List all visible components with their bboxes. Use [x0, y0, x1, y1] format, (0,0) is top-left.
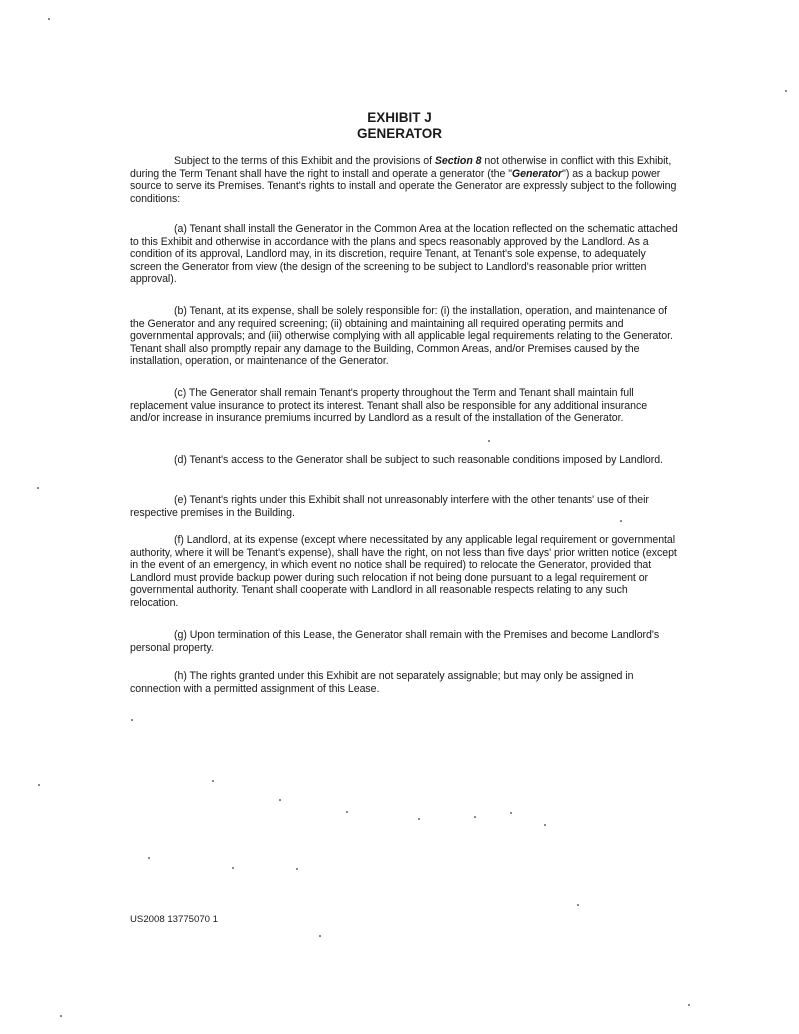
intro-section-ref: Section 8	[434, 155, 482, 167]
condition-text: (g) Upon termination of this Lease, the Generator shall remain with the Premises and become Landlord's personal property.	[130, 629, 660, 654]
exhibit-subtitle: GENERATOR	[356, 126, 442, 141]
condition-h	[130, 670, 678, 695]
scan-speck	[148, 857, 150, 859]
condition-e	[130, 494, 678, 519]
condition-b	[130, 305, 678, 368]
condition-text: (e) Tenant's rights under this Exhibit shall not unreasonably interfere with the other tenants' use of their respective premises in the Building.	[130, 494, 649, 519]
scan-speck	[577, 904, 579, 906]
scan-speck	[785, 90, 787, 92]
scan-speck	[544, 824, 546, 826]
intro-paragraph	[130, 155, 678, 205]
scan-speck	[488, 440, 490, 442]
intro-defined-term: Generator	[511, 167, 563, 180]
scan-speck	[38, 784, 40, 786]
scan-speck	[296, 868, 298, 870]
exhibit-title: EXHIBIT J	[367, 110, 432, 125]
scan-speck	[37, 487, 39, 489]
scan-speck	[418, 818, 420, 820]
condition-c	[130, 387, 678, 425]
scan-speck	[48, 18, 50, 20]
intro-post: ") as a backup power source to serve its Premises. Tenant's rights to install and operate the Generator are expressly subject to the following conditions:	[130, 167, 677, 205]
scan-speck	[279, 799, 281, 801]
intro-pre: Subject to the terms of this Exhibit and the provisions of	[174, 155, 435, 167]
scan-speck	[60, 1015, 62, 1017]
scan-speck	[319, 935, 321, 937]
condition-text: (a) Tenant shall install the Generator in the Common Area at the location reflected on the schematic attached to this Exhibit and otherwise in accordance with the plans and specs reasonably approved by the Landlord. As a condition of its approval, Landlord may, in its discretion, require Tenant, at Tenant's sole expense, to adequately screen the Generator from view (the design of the screening to be subject to Landlord's reasonable prior written approval).	[130, 223, 678, 286]
condition-d	[130, 454, 678, 467]
document-footer-id: US2008 13775070 1	[130, 914, 219, 925]
condition-a	[130, 223, 678, 286]
condition-text: (h) The rights granted under this Exhibit are not separately assignable; but may only be assigned in connection with a permitted assignment of this Lease.	[130, 670, 634, 695]
scan-speck	[688, 1004, 690, 1006]
scan-speck	[474, 816, 476, 818]
intro-mid: not otherwise in conflict with this Exhibit, during the Term Tenant shall have the right to install and operate a generator (the "	[130, 155, 672, 180]
condition-f	[130, 534, 678, 610]
condition-g	[130, 629, 678, 654]
scan-speck	[212, 780, 214, 782]
scan-speck	[620, 520, 622, 522]
scan-speck	[346, 811, 348, 813]
condition-text: (b) Tenant, at its expense, shall be solely responsible for: (i) the installation, operation, and maintenance of the Generator and any required screening; (ii) obtaining and maintaining all required operating permits and governmental approvals; and (iii) otherwise complying with all applicable legal requirements relating to the Generator. Tenant shall also promptly repair any damage to the Building, Common Areas, and/or Premises caused by the installation, operation, or maintenance of the Generator.	[130, 305, 673, 368]
condition-text: (f) Landlord, at its expense (except where necessitated by any applicable legal requirement or governmental authority, where it will be Tenant's expense), shall have the right, on not less than five days' prior written notice (except in the event of an emergency, in which event no notice shall be required) to relocate the Generator, provided that Landlord must provide backup power during such relocation if not being done pursuant to a legal requirement or governmental authority. Tenant shall cooperate with Landlord in all reasonable respects relating to any such relocation.	[130, 534, 677, 609]
condition-text: (d) Tenant's access to the Generator shall be subject to such reasonable conditions imposed by Landlord.	[174, 454, 663, 466]
scan-speck	[131, 719, 133, 721]
scan-speck	[510, 812, 512, 814]
scan-speck	[232, 867, 234, 869]
condition-text: (c) The Generator shall remain Tenant's property throughout the Term and Tenant shall maintain full replacement value insurance to protect its interest. Tenant shall also be responsible for any additional insurance and/or increase in insurance premiums incurred by Landlord as a result of the installation of the Generator.	[130, 387, 648, 425]
